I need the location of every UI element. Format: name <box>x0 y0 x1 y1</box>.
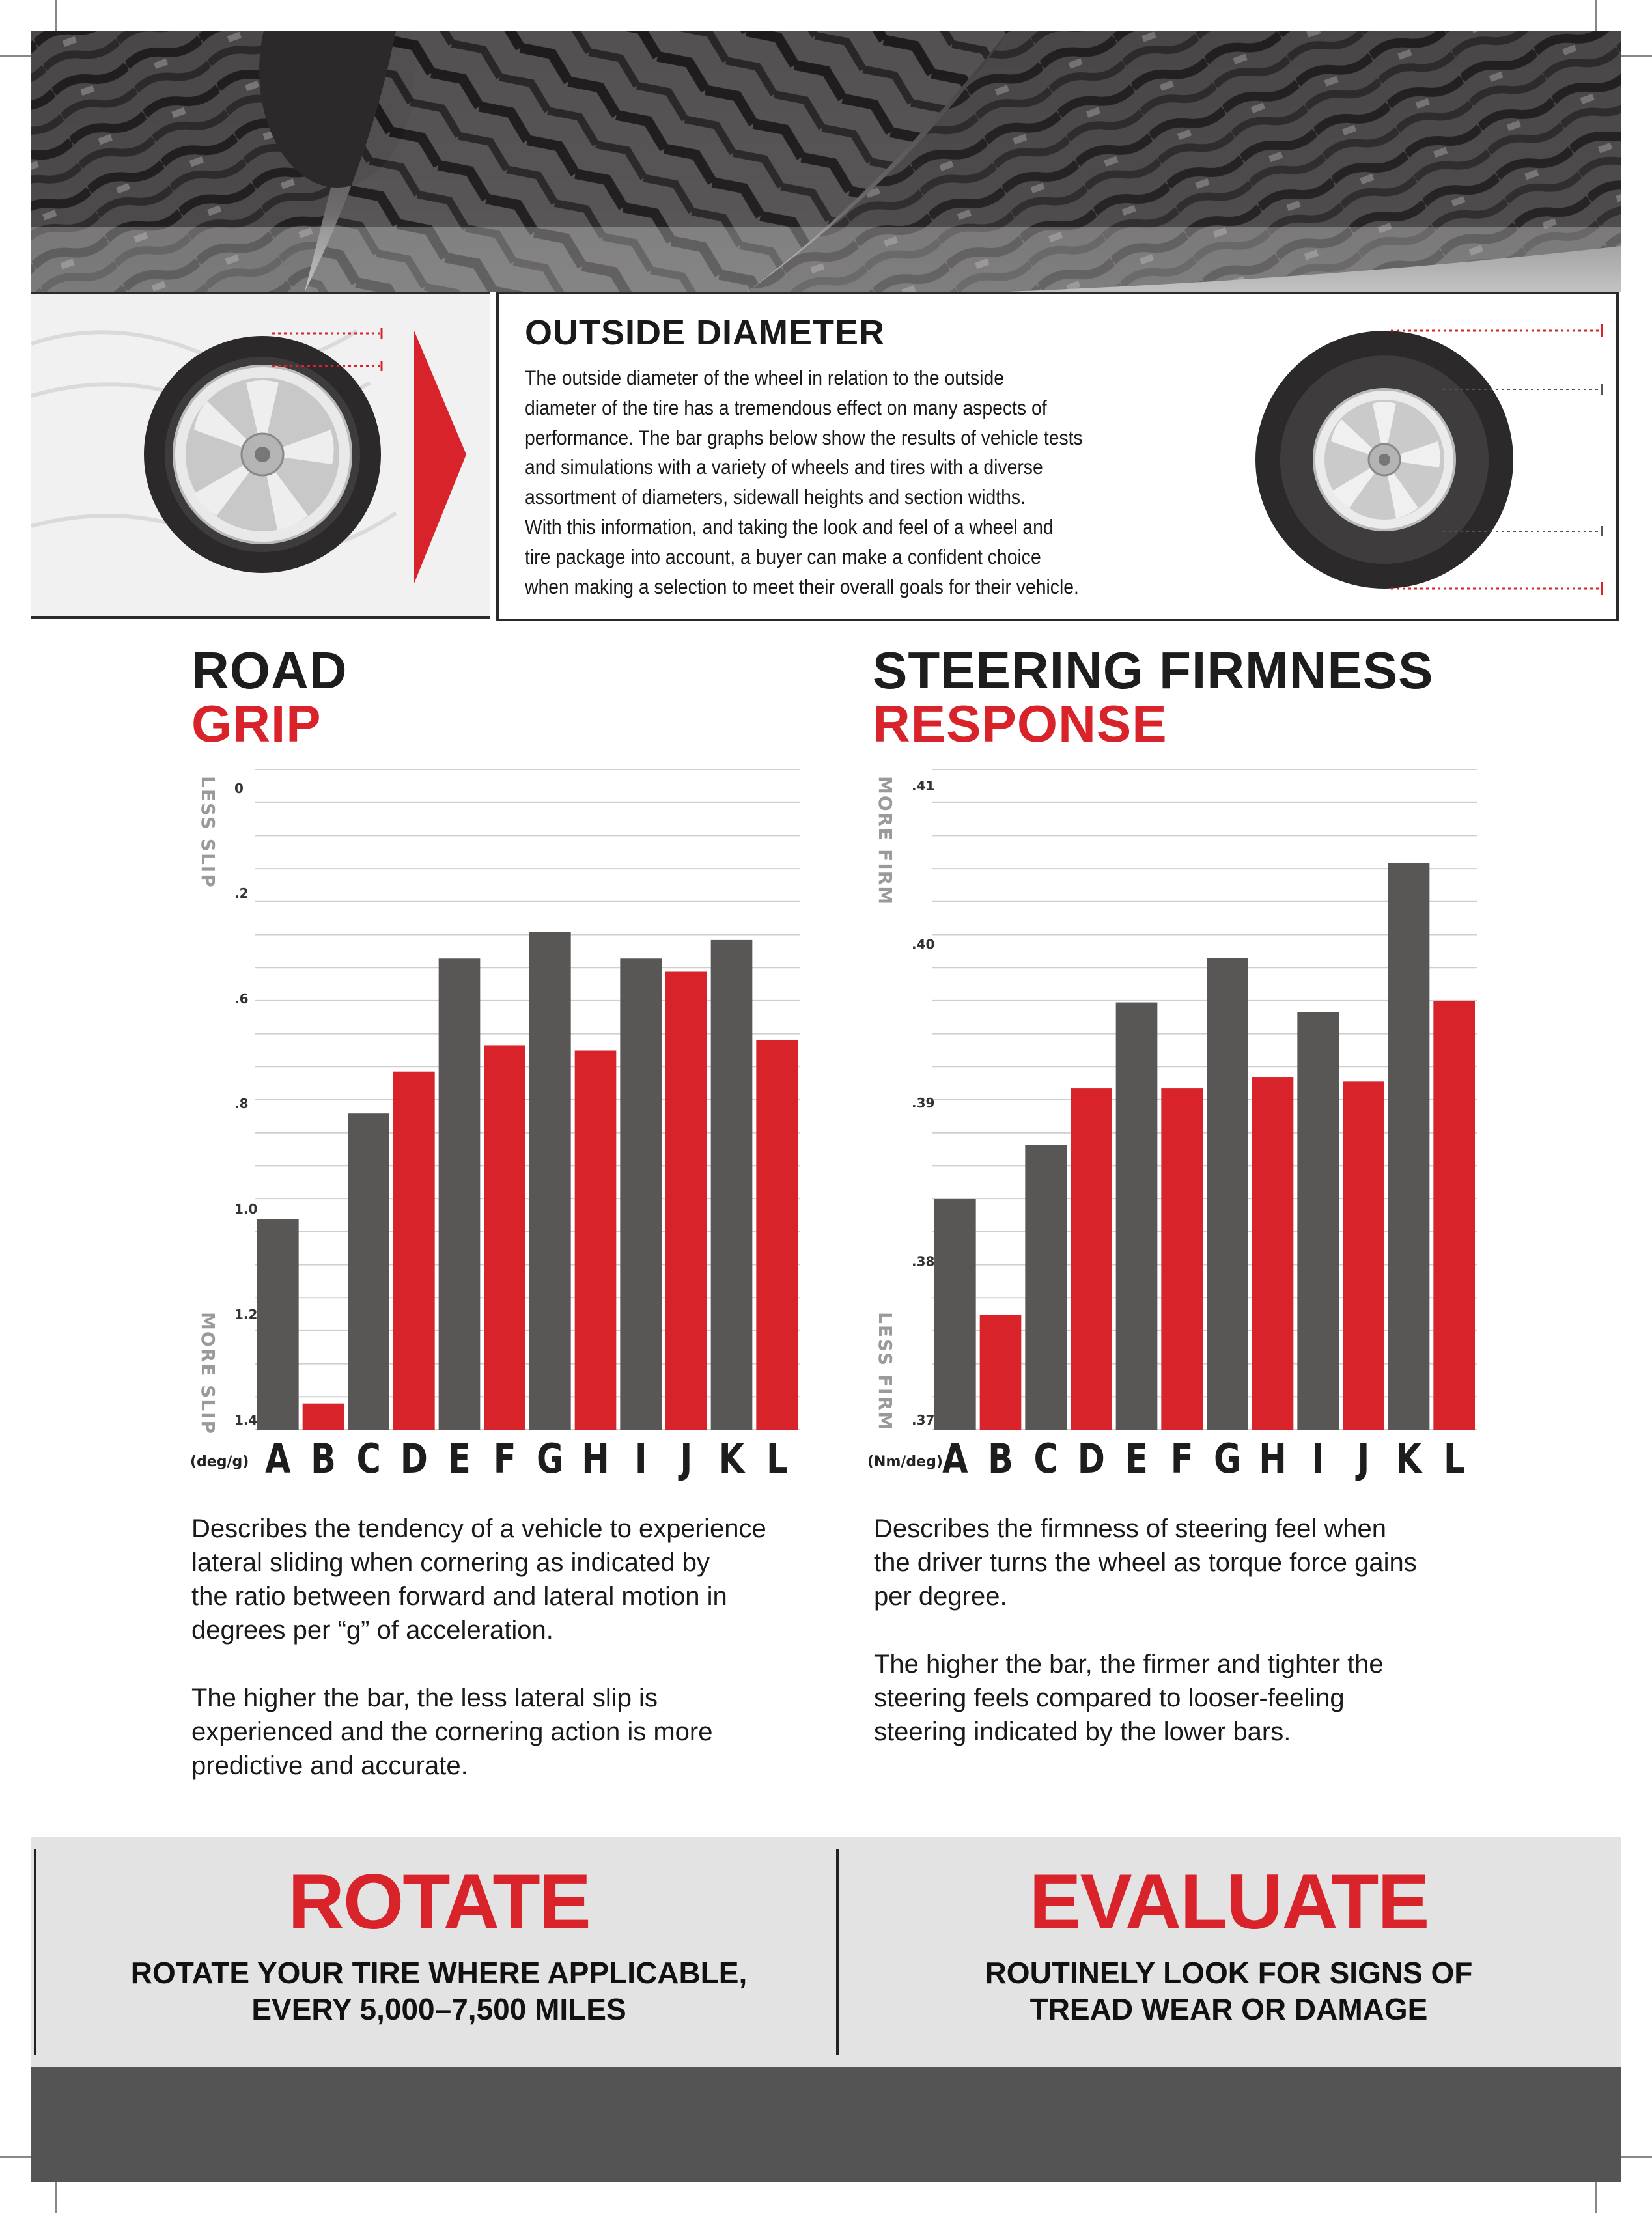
y-axis-label-top: MORE FIRM <box>875 776 896 906</box>
info-line: tire package into account, a buyer can make a confident choice <box>525 544 1041 568</box>
rotate-title: ROTATE <box>288 1858 590 1945</box>
bar-h <box>575 1051 617 1430</box>
rotate-line: ROTATE YOUR TIRE WHERE APPLICABLE, <box>130 1956 748 1990</box>
bar-g <box>529 932 571 1430</box>
y-tick-label: .40 <box>912 936 935 953</box>
steering-subheading: RESPONSE <box>873 695 1168 753</box>
category-label: H <box>1259 1436 1287 1483</box>
desc-line: Describes the tendency of a vehicle to experience <box>191 1514 766 1543</box>
bar-f <box>484 1045 525 1430</box>
desc-line: Describes the firmness of steering feel when <box>874 1514 1387 1543</box>
category-label: A <box>942 1436 968 1483</box>
bar-e <box>439 958 481 1430</box>
unit-label: (deg/g) <box>190 1454 249 1470</box>
bar-g <box>1207 958 1248 1430</box>
y-tick-label: .39 <box>912 1095 935 1111</box>
y-tick-label: .6 <box>234 991 249 1007</box>
category-label: F <box>493 1436 516 1483</box>
desc-line: the ratio between forward and lateral motion in <box>191 1582 727 1611</box>
desc-line: steering indicated by the lower bars. <box>874 1718 1291 1746</box>
category-label: G <box>1213 1436 1241 1483</box>
bar-e <box>1116 1003 1158 1430</box>
evaluate-line: ROUTINELY LOOK FOR SIGNS OF <box>985 1956 1473 1990</box>
y-axis-label-top: LESS SLIP <box>197 776 219 889</box>
rotate-subtitle <box>44 1955 833 2027</box>
bar-c <box>348 1113 389 1430</box>
y-tick-label: 1.2 <box>234 1307 258 1322</box>
bar-k <box>711 940 753 1430</box>
steering-heading: STEERING FIRMNESS <box>873 641 1434 699</box>
evaluate-subtitle <box>841 1955 1616 2027</box>
bar-f <box>1161 1088 1203 1430</box>
wheel-diagram-large <box>1209 294 1612 619</box>
steering-description <box>874 1512 1417 1749</box>
y-tick-label: .8 <box>234 1096 249 1111</box>
footer-band <box>31 2067 1621 2182</box>
desc-line: the driver turns the wheel as torque force gains <box>874 1548 1417 1577</box>
category-label: I <box>1311 1436 1324 1483</box>
bar-j <box>665 972 707 1430</box>
category-label: L <box>766 1436 788 1483</box>
bar-l <box>1433 1001 1475 1430</box>
divider-line <box>836 1849 839 2055</box>
desc-line: The higher the bar, the less lateral slip is <box>191 1684 658 1712</box>
category-label: D <box>1077 1436 1105 1483</box>
bar-b <box>980 1315 1022 1430</box>
y-tick-label: .2 <box>234 885 249 901</box>
bar-k <box>1388 863 1430 1430</box>
category-label: L <box>1443 1436 1465 1483</box>
y-tick-label: .41 <box>912 778 935 794</box>
info-line: The outside diameter of the wheel in relation to the outside <box>525 366 1004 389</box>
y-tick-label: 1.4 <box>234 1412 258 1428</box>
category-label: C <box>1033 1436 1058 1483</box>
road-grip-description <box>191 1512 766 1783</box>
category-label: B <box>311 1436 336 1483</box>
desc-line: degrees per “g” of acceleration. <box>191 1616 553 1645</box>
bar-d <box>393 1072 435 1430</box>
category-label: J <box>1357 1436 1370 1483</box>
y-tick-label: .37 <box>912 1412 935 1428</box>
rotate-line: EVERY 5,000–7,500 MILES <box>251 1992 626 2026</box>
y-axis-label-bottom: LESS FIRM <box>875 1312 896 1431</box>
bar-a <box>257 1219 299 1430</box>
bar-i <box>620 958 662 1430</box>
desc-line: experienced and the cornering action is more <box>191 1718 713 1746</box>
category-label: B <box>988 1436 1013 1483</box>
info-body <box>525 363 1111 602</box>
category-label: K <box>718 1436 745 1483</box>
divider-line <box>31 292 490 294</box>
bar-j <box>1343 1081 1384 1430</box>
tire-tread-photo <box>31 31 1621 292</box>
evaluate-title: EVALUATE <box>1029 1858 1429 1945</box>
category-label: D <box>400 1436 428 1483</box>
tips-band <box>31 1837 1621 2067</box>
steering-chart <box>860 762 1485 1484</box>
bar-c <box>1025 1145 1067 1430</box>
info-line: and simulations with a variety of wheels and tires with a diverse <box>525 455 1043 479</box>
unit-label: (Nm/deg) <box>867 1454 943 1470</box>
info-title: OUTSIDE DIAMETER <box>525 313 886 352</box>
category-label: H <box>581 1436 609 1483</box>
road-grip-heading: ROAD <box>191 641 348 699</box>
bar-b <box>303 1404 344 1430</box>
y-axis-label-bottom: MORE SLIP <box>197 1312 219 1436</box>
bar-i <box>1297 1012 1339 1430</box>
info-line: With this information, and taking the look and feel of a wheel and <box>525 514 1054 538</box>
bar-h <box>1252 1077 1294 1430</box>
desc-line: lateral sliding when cornering as indicated by <box>191 1548 710 1577</box>
category-label: I <box>634 1436 647 1483</box>
bar-a <box>934 1199 976 1430</box>
road-grip-chart <box>182 762 807 1484</box>
desc-line: steering feels compared to looser-feeling <box>874 1684 1345 1712</box>
category-label: E <box>1125 1436 1148 1483</box>
category-label: C <box>356 1436 381 1483</box>
category-label: E <box>448 1436 471 1483</box>
tire-illustration-panel <box>31 292 490 619</box>
info-line: diameter of the tire has a tremendous effect on many aspects of <box>525 395 1047 419</box>
arrow-icon <box>414 331 466 583</box>
info-line: when making a selection to meet their overall goals for their vehicle. <box>525 574 1079 598</box>
divider-line <box>31 616 490 619</box>
outside-diameter-box <box>496 292 1619 621</box>
category-label: G <box>536 1436 564 1483</box>
info-line: performance. The bar graphs below show the results of vehicle tests <box>525 425 1083 449</box>
info-line: assortment of diameters, sidewall heights and section widths. <box>525 485 1026 509</box>
category-label: K <box>1395 1436 1422 1483</box>
divider-line <box>34 1849 36 2055</box>
bar-l <box>756 1040 798 1430</box>
desc-line: predictive and accurate. <box>191 1751 468 1780</box>
road-grip-subheading: GRIP <box>191 695 322 753</box>
desc-line: The higher the bar, the firmer and tighter the <box>874 1650 1384 1678</box>
category-label: J <box>680 1436 693 1483</box>
bar-d <box>1071 1088 1112 1430</box>
desc-line: per degree. <box>874 1582 1007 1611</box>
wheel-diagram-small <box>31 292 490 619</box>
evaluate-line: TREAD WEAR OR DAMAGE <box>1029 1992 1428 2026</box>
category-label: F <box>1170 1436 1194 1483</box>
y-tick-label: .38 <box>912 1253 935 1270</box>
y-tick-label: 1.0 <box>234 1201 258 1217</box>
category-label: A <box>265 1436 291 1483</box>
y-tick-label: 0 <box>234 781 244 796</box>
